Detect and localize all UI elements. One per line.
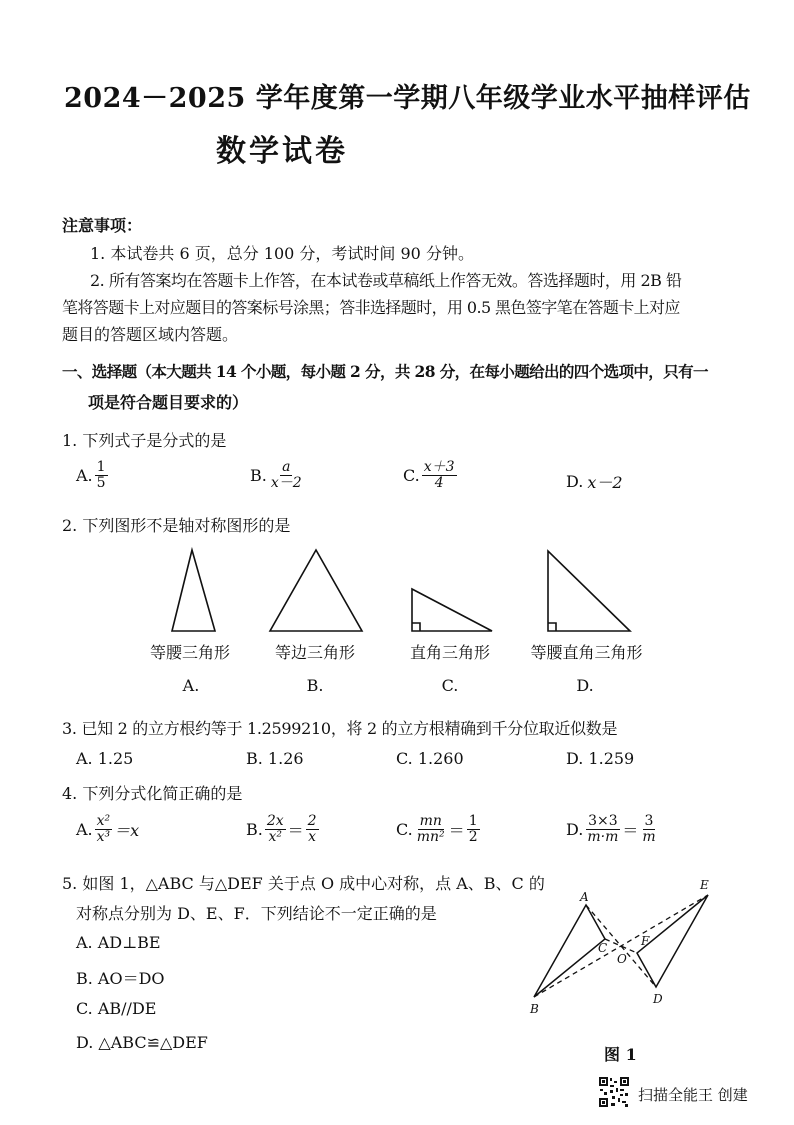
q3-option-c: C. 1.260 — [396, 749, 464, 768]
fraction — [95, 460, 108, 490]
numerator: x² — [96, 813, 111, 829]
fraction — [467, 814, 480, 844]
section1-line-1: 一、选择题（本大题共 14 个小题，每小题 2 分，共 28 分，在每小题给出的四个选项中，只有一 — [62, 362, 708, 381]
notes-heading: 注意事项： — [62, 216, 143, 235]
exam-title: 2024－2025 学年度第一学期八年级学业水平抽样评估 — [64, 83, 751, 114]
section1-line-2: 项是符合题目要求的） — [88, 393, 249, 412]
numerator: 2x — [266, 813, 284, 829]
q4-option-d — [566, 814, 660, 844]
denominator: x－2 — [270, 474, 302, 491]
label-c: C — [598, 941, 608, 955]
equilateral-triangle-shape — [270, 550, 362, 631]
fraction — [640, 814, 657, 844]
denominator: x — [308, 828, 317, 845]
option-label: D. — [566, 472, 584, 491]
denominator: m·m — [587, 828, 619, 845]
denominator: mn² — [416, 828, 445, 845]
shape-name-a: 等腰三角形 — [150, 643, 231, 662]
shape-letter-b: B. — [306, 676, 324, 695]
numerator: a — [282, 459, 291, 475]
fraction — [269, 460, 304, 490]
qr-code-icon — [598, 1076, 630, 1108]
q4-option-a — [76, 814, 139, 844]
denominator: x³ — [96, 828, 111, 845]
q1-option-d — [566, 470, 623, 493]
q1-option-a — [76, 460, 110, 490]
equals-sign: ＝ — [622, 820, 639, 840]
q4-option-c — [396, 814, 482, 844]
notes-line-2b: 笔将答题卡上对应题目的答案标号涂黑；答非选择题时，用 0.5 黑色签字笔在答题卡上对应 — [62, 298, 680, 317]
numerator: 3×3 — [588, 813, 618, 829]
q3-option-b: B. 1.26 — [246, 749, 304, 768]
q5-stem-1: 5. 如图 1，△ABC 与△DEF 关于点 O 成中心对称，点 A、B、C 的 — [62, 874, 545, 893]
option-label: A. — [76, 819, 93, 839]
figure-1-diagram — [520, 875, 730, 1025]
denominator: 4 — [434, 474, 444, 491]
shape-name-c: 直角三角形 — [409, 643, 490, 662]
denominator: x² — [268, 828, 282, 845]
q5-option-a: A. AD⊥BE — [76, 933, 161, 952]
equals-sign: ＝ — [448, 820, 465, 840]
figure-1-caption: 图 1 — [604, 1045, 637, 1064]
option-label: C. — [403, 465, 420, 485]
q1-option-c — [403, 460, 459, 490]
fraction — [415, 814, 447, 844]
q3-stem: 3. 已知 2 的立方根约等于 1.2599210，将 2 的立方根精确到千分位取近似数是 — [62, 719, 618, 738]
q2-stem: 2. 下列图形不是轴对称图形的是 — [62, 516, 291, 535]
q2-shapes — [150, 545, 670, 637]
denominator: 5 — [96, 474, 106, 491]
numerator: mn — [419, 813, 442, 829]
q5-option-b: B. AO＝DO — [76, 969, 165, 988]
fraction — [265, 814, 286, 844]
shape-name-d: 等腰直角三角形 — [530, 643, 643, 662]
fraction — [585, 814, 620, 844]
exam-subtitle: 数学试卷 — [216, 134, 348, 169]
label-a: A — [580, 890, 589, 904]
shape-name-b: 等边三角形 — [274, 643, 355, 662]
option-label: D. — [566, 819, 584, 839]
q3-option-a: A. 1.25 — [76, 749, 134, 768]
q3-option-d: D. 1.259 — [566, 749, 635, 768]
scanner-app-text: 扫描全能王 创建 — [638, 1086, 748, 1104]
q4-option-b — [246, 814, 321, 844]
segment-be — [534, 895, 708, 997]
option-label: A. — [76, 465, 93, 485]
label-o: O — [617, 952, 627, 966]
q5-stem-2: 对称点分别为 D、E、F．下列结论不一定正确的是 — [76, 904, 437, 923]
right-triangle-shape — [412, 589, 492, 631]
numerator: 1 — [468, 813, 478, 829]
denominator: m — [642, 828, 656, 845]
q5-option-c: C. AB//DE — [76, 999, 157, 1018]
denominator: 2 — [468, 828, 478, 845]
option-label: C. — [396, 819, 413, 839]
shape-letter-a: A. — [182, 676, 200, 695]
isosceles-triangle-shape — [172, 550, 215, 631]
label-b: B — [530, 1002, 539, 1016]
label-f: F — [641, 934, 650, 948]
q4-stem: 4. 下列分式化简正确的是 — [62, 784, 243, 803]
shape-letter-c: C. — [441, 676, 459, 695]
notes-line-1: 1. 本试卷共 6 页，总分 100 分，考试时间 90 分钟。 — [90, 244, 474, 263]
fraction — [422, 460, 457, 490]
q1-option-b — [250, 460, 306, 490]
option-label: B. — [250, 465, 267, 485]
isosceles-right-triangle-shape — [548, 551, 630, 631]
numerator: 1 — [96, 459, 106, 475]
rhs: ＝x — [114, 820, 140, 840]
numerator: x＋3 — [423, 459, 455, 475]
label-e: E — [700, 878, 709, 892]
q1-stem: 1. 下列式子是分式的是 — [62, 431, 227, 450]
numerator: 2 — [307, 813, 317, 829]
equals-sign: ＝ — [287, 820, 304, 840]
fraction — [306, 814, 319, 844]
shape-letter-d: D. — [576, 676, 594, 695]
numerator: 3 — [644, 813, 654, 829]
fraction — [95, 814, 113, 844]
notes-line-2c: 题目的答题区域内答题。 — [62, 325, 239, 344]
label-d: D — [653, 992, 663, 1006]
notes-line-2a: 2. 所有答案均在答题卡上作答，在本试卷或草稿纸上作答无效。答选择题时，用 2B 铅 — [90, 271, 682, 290]
option-expr: x－2 — [587, 473, 623, 492]
q5-option-d: D. △ABC≌△DEF — [76, 1033, 208, 1052]
option-label: B. — [246, 819, 263, 839]
triangle-abc — [534, 905, 608, 997]
